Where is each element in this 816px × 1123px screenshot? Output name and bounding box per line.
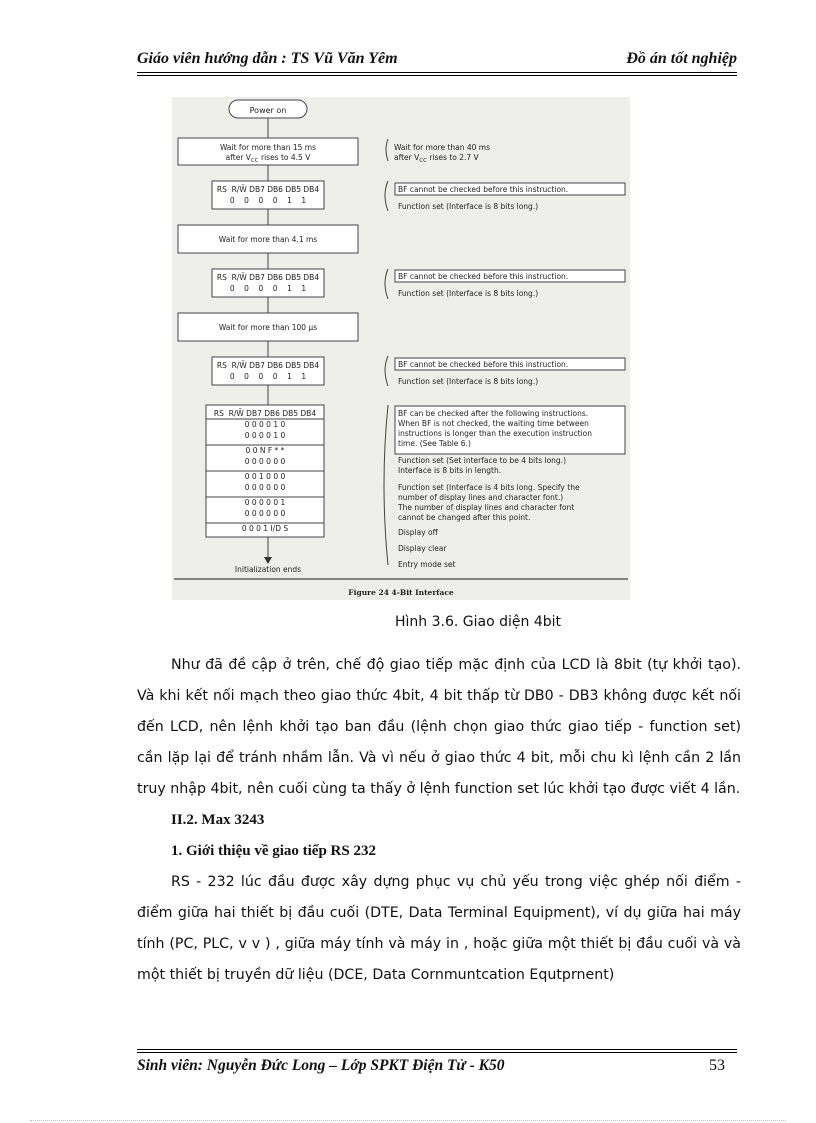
- header-supervisor: Giáo viên hướng dẫn : TS Vũ Văn Yêm: [137, 50, 398, 67]
- bf-note-2: BF cannot be checked before this instruction.: [398, 272, 569, 281]
- fs4b-1: Function set (Interface is 4 bits long. Specify the: [398, 483, 580, 492]
- reg-header-3: RS R/W̄ DB7 DB6 DB5 DB4: [216, 361, 320, 370]
- display-off: Display off: [398, 528, 438, 537]
- bf-can-2: When BF is not checked, the waiting time between: [398, 419, 589, 428]
- reg-values-3: 0 0 0 0 1 1: [229, 372, 307, 381]
- final-row-4: 0 0 1 0 0 0: [244, 472, 286, 481]
- figure-caption: Hình 3.6. Giao diện 4bit: [395, 614, 561, 630]
- final-row-0: 0 0 0 0 1 0: [244, 420, 286, 429]
- bf-can-3: instructions is longer than the execution instruction: [398, 429, 593, 438]
- header-rule-2: [137, 75, 737, 76]
- fs-note-1: Function set (Interface is 8 bits long.): [398, 202, 539, 211]
- page-header: [137, 46, 737, 72]
- reg-header-1: RS R/W̄ DB7 DB6 DB5 DB4: [216, 185, 320, 194]
- wait1b-text-1: Wait for more than 40 ms: [394, 143, 491, 152]
- reg-values-1: 0 0 0 0 1 1: [229, 196, 307, 205]
- display-clear: Display clear: [398, 544, 447, 553]
- fs4b-4: cannot be changed after this point.: [398, 513, 531, 522]
- final-row-6: 0 0 0 0 0 1: [244, 498, 286, 507]
- final-row-7: 0 0 0 0 0 0: [244, 509, 286, 518]
- fs-note-3: Function set (Interface is 8 bits long.): [398, 377, 539, 386]
- header-rule: [137, 72, 737, 73]
- body-text: [137, 650, 741, 991]
- page-bottom-edge: [30, 1120, 786, 1121]
- power-on-label: Power on: [249, 106, 287, 115]
- page-number: 53: [709, 1057, 725, 1074]
- subsection-heading: 1. Giới thiệu về giao tiếp RS 232: [171, 843, 376, 859]
- fs4b-3: The number of display lines and character font: [398, 503, 575, 512]
- reg-header-2: RS R/W̄ DB7 DB6 DB5 DB4: [216, 273, 320, 282]
- wait2-text: Wait for more than 4.1 ms: [218, 235, 318, 244]
- wait1-text-1: Wait for more than 15 ms: [219, 143, 317, 152]
- final-row-5: 0 0 0 0 0 0: [244, 483, 286, 492]
- page-footer: [137, 1053, 737, 1077]
- entry-mode: Entry mode set: [398, 560, 456, 569]
- final-row-1: 0 0 0 0 1 0: [244, 431, 286, 440]
- bf-can-4: time. (See Table 6.): [398, 439, 471, 448]
- reg-header-4: RS R/W̄ DB7 DB6 DB5 DB4: [213, 409, 317, 418]
- paragraph-2: RS - 232 lúc đầu được xây dựng phục vụ chủ yếu trong việc ghép nối điểm - điểm giữa hai thiết bị đầu cuối (DTE, Data Terminal Equipment), ví dụ giữa hai máy tính (PC, PLC, v v ) , giữa máy tính và máy in , hoặc giữa một thiết bị đầu cuối và và một thiết bị truyền dữ liệu (DCE, Data Cornmuntcation Equtprnent): [137, 874, 741, 983]
- footer-rule: [137, 1049, 737, 1050]
- flowchart-figure: [172, 97, 630, 600]
- figure-label: Figure 24 4-Bit Interface: [348, 588, 454, 597]
- flowchart-svg: [172, 97, 630, 600]
- fs4b-2: number of display lines and character font.): [398, 493, 564, 502]
- init-ends: Initialization ends: [234, 565, 302, 574]
- section-heading: II.2. Max 3243: [171, 812, 265, 828]
- fs-note-2: Function set (Interface is 8 bits long.): [398, 289, 539, 298]
- paragraph-1: Như đã đề cập ở trên, chế độ giao tiếp mặc định của LCD là 8bit (tự khởi tạo). Và khi kết nối mạch theo giao thức 4bit, 4 bit thấp từ DB0 - DB3 không được kết nối đến LCD, nên lệnh khởi tạo ban đầu (lệnh chọn giao thức giao tiếp - function set) cần lặp lại để tránh nhầm lẫn. Và vì nếu ở giao thức 4 bit, mỗi chu kì lệnh cần 2 lần truy nhập 4bit, nên cuối cùng ta thấy ở lệnh function set lúc khởi tạo được viết 4 lần.: [137, 657, 741, 797]
- wait3-text: Wait for more than 100 µs: [218, 323, 318, 332]
- footer-student: Sinh viên: Nguyễn Đức Long – Lớp SPKT Điện Tử - K50: [137, 1057, 505, 1074]
- bf-note-3: BF cannot be checked before this instruction.: [398, 360, 569, 369]
- bf-can-1: BF can be checked after the following instructions.: [398, 409, 589, 418]
- final-row-3: 0 0 0 0 0 0: [244, 457, 286, 466]
- fs4-1: Function set (Set interface to be 4 bits long.): [398, 456, 566, 465]
- wait1b-text-2: after $V_{CC}$ rises to 2.7 V: [394, 153, 479, 164]
- header-title: Đồ án tốt nghiệp: [626, 50, 737, 67]
- wait1-text-2: after $V_{CC}$ rises to 4.5 V: [225, 153, 311, 164]
- final-row-2: 0 0 N F * *: [245, 446, 285, 455]
- fs4-2: Interface is 8 bits in length.: [398, 466, 502, 475]
- reg-values-2: 0 0 0 0 1 1: [229, 284, 307, 293]
- bf-note-1: BF cannot be checked before this instruction.: [398, 185, 569, 194]
- final-row-8: 0 0 0 1 I/D S: [241, 524, 289, 533]
